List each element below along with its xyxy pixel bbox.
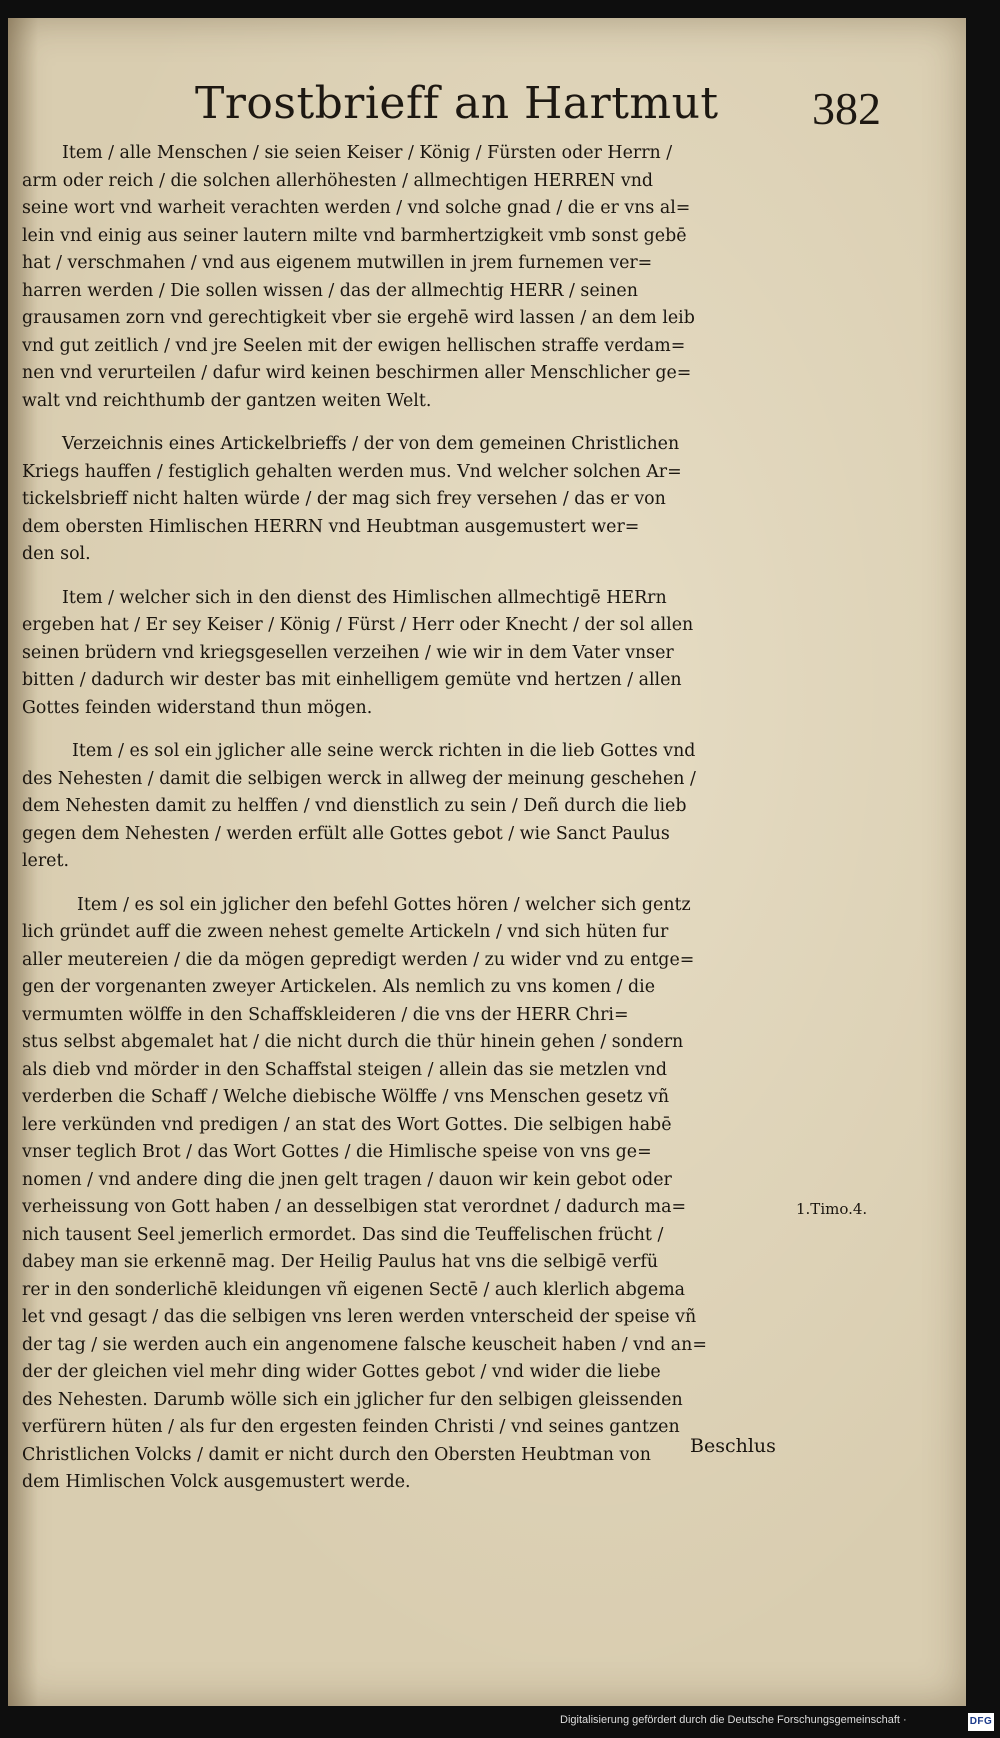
text-line: des Nehesten. Darumb wölle sich ein jglicher fur den selbigen gleissenden [22, 1389, 683, 1410]
text-line: bitten / dadurch wir dester bas mit einhelligem gemüte vnd hertzen / allen [22, 670, 682, 690]
text-line: Item / es sol ein jglicher den befehl Gottes hören / welcher sich gentz [77, 894, 691, 915]
margin-note: 1.Timo.4. [796, 1200, 868, 1218]
text-line: verderben die Schaff / Welche diebische Wölffe / vns Menschen gesetz vñ [22, 1087, 670, 1107]
text-line: Gottes feinden widerstand thun mögen. [22, 697, 373, 718]
body-text [22, 140, 807, 1497]
text-line: gen der vorgenanten zweyer Artickelen. Als nemlich zu vns komen / die [22, 977, 656, 997]
text-line: Verzeichnis eines Artickelbrieffs / der von dem gemeinen Christlichen [62, 434, 680, 454]
text-line: dabey man sie erkennē mag. Der Heilig Paulus hat vns die selbigē verfü [22, 1252, 659, 1272]
text-line: Kriegs hauffen / festiglich gehalten werden mus. Vnd welcher solchen Ar= [22, 461, 682, 482]
text-line: dem obersten Himlischen HERRN vnd Heubtman ausgemustert wer= [22, 516, 640, 537]
text-line: nich tausent Seel jemerlich ermordet. Das sind die Teuffelischen frücht / [22, 1224, 664, 1245]
text-line: den sol. [22, 544, 91, 564]
text-line: Item / es sol ein jglicher alle seine werck richten in die lieb Gottes vnd [72, 741, 696, 761]
text-line: dem Nehesten damit zu helffen / vnd dienstlich zu sein / Deñ durch die lieb [22, 796, 687, 816]
text-line: grausamen zorn vnd gerechtigkeit vber sie ergehē wird lassen / an dem leib [22, 308, 695, 328]
text-line: Item / alle Menschen / sie seien Keiser / König / Fürsten oder Herrn / [62, 143, 673, 163]
text-line: nen vnd verurteilen / dafur wird keinen beschirmen aller Menschlicher ge= [22, 363, 692, 383]
paragraph-2 [22, 431, 807, 569]
text-line: der tag / sie werden auch ein angenomene falsche keuscheit haben / vnd an= [22, 1334, 707, 1355]
dfg-logo-icon: DFG [968, 1713, 994, 1731]
text-line: vnd gut zeitlich / vnd jre Seelen mit der ewigen hellischen straffe verdam= [22, 335, 686, 356]
text-line: gegen dem Nehesten / werden erfült alle Gottes gebot / wie Sanct Paulus [22, 823, 670, 844]
running-head: Trostbrieff an Hartmut [195, 78, 719, 129]
paragraph-5 [22, 892, 807, 1497]
text-line: let vnd gesagt / das die selbigen vns leren werden vnterscheid der speise vñ [22, 1307, 697, 1327]
paragraph-4 [22, 738, 807, 876]
text-line: harren werden / Die sollen wissen / das der allmechtig HERR / seinen [22, 280, 638, 301]
text-line: vermumten wölffe in den Schaffskleideren / die vns der HERR Chri= [22, 1004, 629, 1025]
text-line: stus selbst abgemalet hat / die nicht durch die thür hinein gehen / sondern [22, 1032, 684, 1052]
catchword: Beschlus [690, 1435, 776, 1457]
text-line: leret. [22, 851, 69, 871]
text-line: Item / welcher sich in den dienst des Himlischen allmechtigē HERrn [62, 587, 667, 608]
text-line: lich gründet auff die zween nehest gemelte Artickeln / vnd sich hüten fur [22, 922, 669, 942]
text-line: tickelsbrieff nicht halten würde / der mag sich frey versehen / das er von [22, 489, 666, 509]
text-line: arm oder reich / die solchen allerhöhesten / allmechtigen HERREN vnd [22, 170, 654, 191]
text-line: lere verkünden vnd predigen / an stat des Wort Gottes. Die selbigen habē [22, 1114, 672, 1135]
digitization-credit: Digitalisierung gefördert durch die Deutsche Forschungsgemeinschaft · [560, 1714, 907, 1726]
text-line: walt vnd reichthumb der gantzen weiten Welt. [22, 390, 432, 411]
text-line: verheissung von Gott haben / an desselbigen stat verordnet / dadurch ma= [22, 1197, 687, 1217]
text-line: der der gleichen viel mehr ding wider Gottes gebot / vnd wider die liebe [22, 1362, 661, 1382]
text-line: als dieb vnd mörder in den Schaffstal steigen / allein das sie metzlen vnd [22, 1059, 667, 1080]
text-line: seinen brüdern vnd kriegsgesellen verzeihen / wie wir in dem Vater vnser [22, 642, 674, 663]
text-line: Christlichen Volcks / damit er nicht durch den Obersten Heubtman von [22, 1444, 651, 1465]
text-line: verfürern hüten / als fur den ergesten feinden Christi / vnd seines gantzen [22, 1417, 680, 1437]
text-line: lein vnd einig aus seiner lautern milte vnd barmhertzigkeit vmb sonst gebē [22, 225, 687, 246]
page-number: 382 [812, 83, 881, 134]
text-line: des Nehesten / damit die selbigen werck in allweg der meinung geschehen / [22, 768, 696, 789]
text-line: hat / verschmahen / vnd aus eigenem mutwillen in jrem furnemen ver= [22, 253, 653, 273]
text-line: dem Himlischen Volck ausgemustert werde. [22, 1472, 411, 1492]
text-line: vnser teglich Brot / das Wort Gottes / die Himlische speise von vns ge= [22, 1142, 652, 1162]
text-line: seine wort vnd warheit verachten werden / vnd solche gnad / die er vns al= [22, 198, 691, 218]
text-line: aller meutereien / die da mögen gepredigt werden / zu wider vnd zu entge= [22, 949, 695, 970]
text-line: nomen / vnd andere ding die jnen gelt tragen / dauon wir kein gebot oder [22, 1169, 672, 1190]
paragraph-1 [22, 140, 807, 415]
text-line: ergeben hat / Er sey Keiser / König / Fürst / Herr oder Knecht / der sol allen [22, 615, 694, 635]
text-line: rer in den sonderlichē kleidungen vñ eigenen Sectē / auch klerlich abgema [22, 1279, 686, 1300]
paragraph-3 [22, 585, 807, 723]
